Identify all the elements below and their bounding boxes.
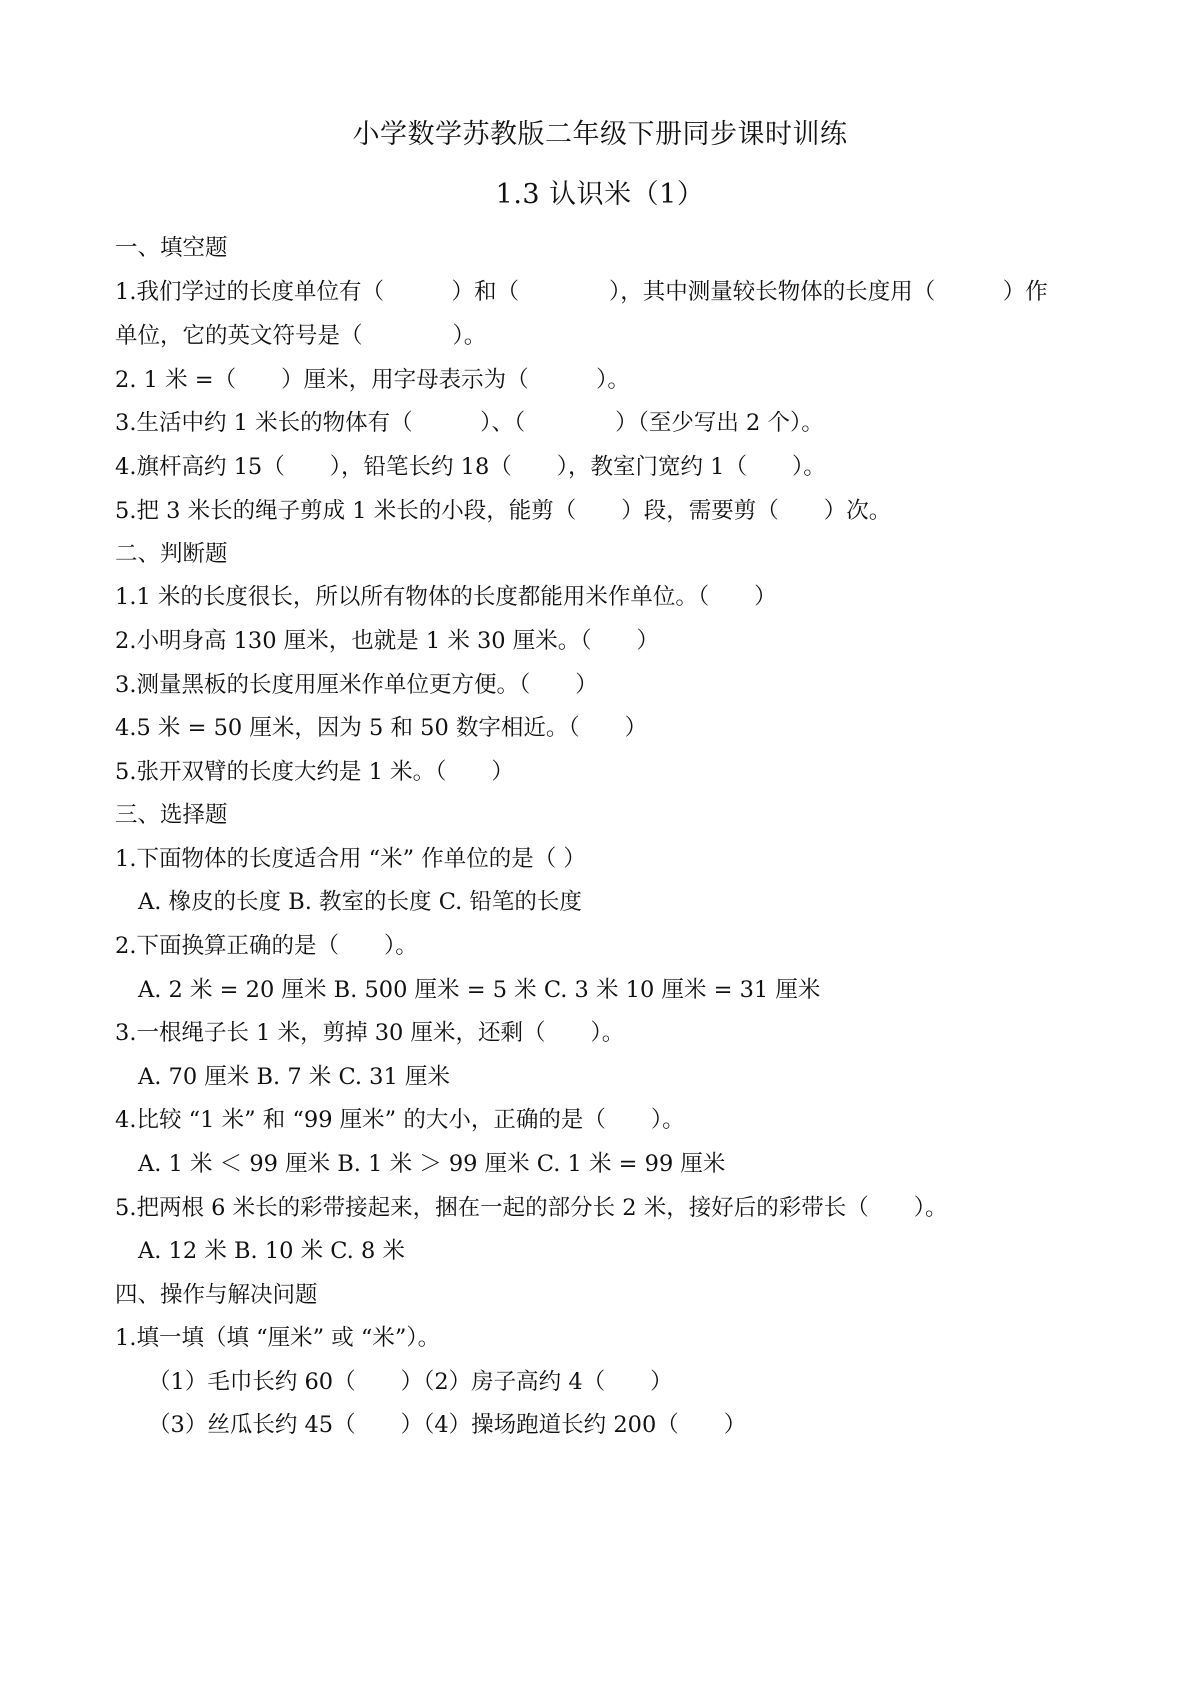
question-text: 5.张开双臂的长度大约是 1 米。（ ） xyxy=(115,759,514,785)
question-text: 4.旗杆高约 15（ ），铅笔长约 18（ ），教室门宽约 1（ ）。 xyxy=(115,454,826,480)
answer-options: A. 2 米 = 20 厘米 B. 500 厘米 = 5 米 C. 3 米 10 厘米 = 31 厘米 xyxy=(138,977,821,1003)
question-text: 4.5 米 = 50 厘米，因为 5 和 50 数字相近。（ ） xyxy=(115,715,648,741)
question-text: 2. 1 米 =（ ）厘米，用字母表示为（ ）。 xyxy=(115,367,630,393)
question-text: 3.测量黑板的长度用厘米作单位更方便。（ ） xyxy=(115,672,598,698)
sub-question-text: （1）毛巾长约 60（ ）（2）房子高约 4（ ） xyxy=(148,1369,673,1395)
question-text: 1.1 米的长度很长，所以所有物体的长度都能用米作单位。（ ） xyxy=(115,584,777,610)
answer-options: A. 1 米 ＜ 99 厘米 B. 1 米 ＞ 99 厘米 C. 1 米 = 99 厘米 xyxy=(138,1151,726,1177)
question-text: 2.小明身高 130 厘米，也就是 1 米 30 厘米。（ ） xyxy=(115,628,660,654)
question-text: 单位，它的英文符号是（ ）。 xyxy=(115,323,487,349)
question-text: 1.我们学过的长度单位有（ ）和（ ），其中测量较长物体的长度用（ ）作 xyxy=(115,279,1048,305)
question-text: 2.下面换算正确的是（ ）。 xyxy=(115,933,418,959)
section-heading-multiple-choice: 三、选择题 xyxy=(115,802,228,828)
question-text: 1.填一填（填 “厘米” 或 “米”）。 xyxy=(115,1325,441,1351)
answer-options: A. 橡皮的长度 B. 教室的长度 C. 铅笔的长度 xyxy=(138,889,582,915)
answer-options: A. 12 米 B. 10 米 C. 8 米 xyxy=(138,1238,405,1264)
question-text: 3.一根绳子长 1 米，剪掉 30 厘米，还剩（ ）。 xyxy=(115,1020,625,1046)
question-text: 1.下面物体的长度适合用 “米” 作单位的是（ ） xyxy=(115,846,586,872)
question-text: 3.生活中约 1 米长的物体有（ ）、（ ）（至少写出 2 个）。 xyxy=(115,410,824,436)
document-title: 小学数学苏教版二年级下册同步课时训练 xyxy=(352,119,848,150)
lesson-subtitle: 1.3 认识米（1） xyxy=(495,179,705,210)
answer-options: A. 70 厘米 B. 7 米 C. 31 厘米 xyxy=(138,1064,450,1090)
section-heading-operation: 四、操作与解决问题 xyxy=(115,1282,318,1308)
question-text: 4.比较 “1 米” 和 “99 厘米” 的大小，正确的是（ ）。 xyxy=(115,1107,685,1133)
sub-question-text: （3）丝瓜长约 45（ ）（4）操场跑道长约 200（ ） xyxy=(148,1412,747,1438)
question-text: 5.把 3 米长的绳子剪成 1 米长的小段，能剪（ ）段，需要剪（ ）次。 xyxy=(115,498,892,524)
section-heading-true-false: 二、判断题 xyxy=(115,541,228,567)
question-text: 5.把两根 6 米长的彩带接起来，捆在一起的部分长 2 米，接好后的彩带长（ ）。 xyxy=(115,1195,948,1221)
section-heading-fill-blank: 一、填空题 xyxy=(115,235,228,261)
